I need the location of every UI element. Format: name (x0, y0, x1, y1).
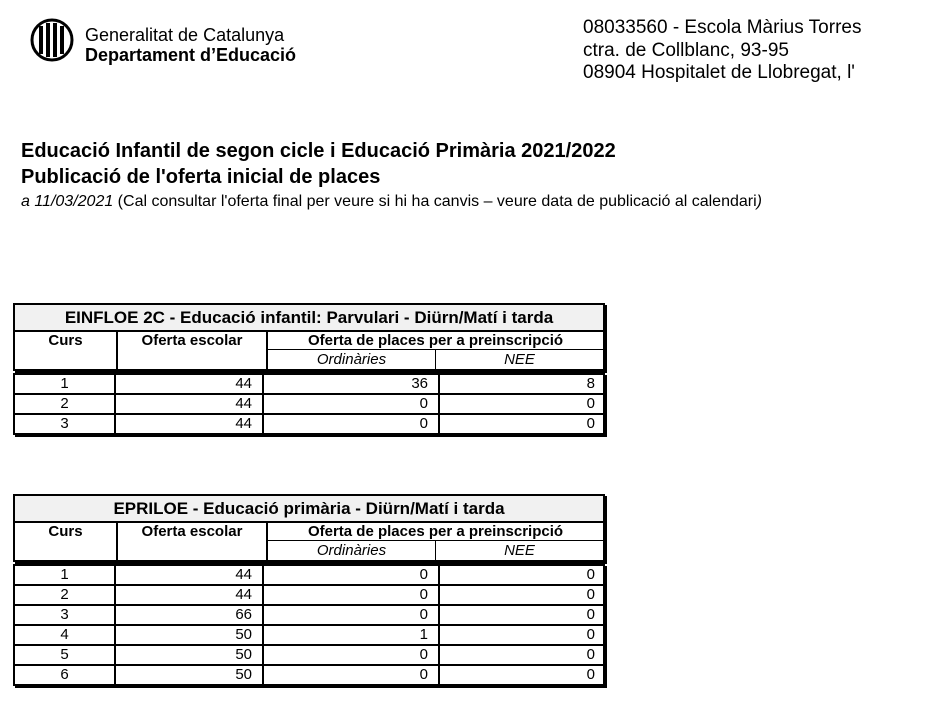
cell-ordinaries: 36 (264, 375, 440, 393)
table-body (13, 564, 605, 686)
col-places (268, 523, 603, 560)
note-open: ( (113, 193, 124, 210)
col-oferta: Oferta escolar (118, 523, 268, 560)
cell-curs: 1 (15, 375, 116, 393)
cell-ordinaries: 0 (264, 606, 440, 624)
column-headers (15, 332, 603, 369)
cell-oferta: 66 (116, 606, 264, 624)
table-row (15, 375, 603, 395)
cell-oferta: 50 (116, 646, 264, 664)
cell-ordinaries: 0 (264, 395, 440, 413)
table-row (15, 415, 603, 435)
cell-nee: 0 (586, 606, 595, 623)
table-row (15, 566, 603, 586)
org-name: Generalitat de Catalunya (85, 25, 285, 45)
col-nee: NEE (435, 541, 603, 560)
col-curs: Curs (15, 332, 118, 369)
publication-date: a 11/03/2021 (21, 193, 114, 210)
cell-nee: 0 (586, 646, 595, 663)
department-name: Departament d’Educació (85, 45, 297, 65)
cell-ordinaries: 0 (264, 415, 440, 433)
cell-nee: 0 (586, 586, 595, 603)
table-row (15, 395, 603, 415)
cell-nee: 0 (586, 626, 595, 643)
table-caption: EPRILOE - Educació primària - Diürn/Matí i tarda (15, 496, 603, 523)
col-places-label: Oferta de places per a preinscripció (307, 332, 564, 349)
cell-curs: 2 (15, 586, 116, 604)
col-places-sub (268, 540, 603, 560)
title-line-1: Educació Infantil de segon cicle i Educació Primària 2021/2022 (21, 140, 616, 162)
generalitat-logo-icon (30, 18, 74, 62)
col-curs: Curs (15, 523, 118, 560)
col-oferta: Oferta escolar (118, 332, 268, 369)
cell-ordinaries: 0 (264, 566, 440, 584)
cell-nee: 0 (586, 395, 595, 412)
cell-curs: 6 (15, 666, 116, 684)
table-header (13, 303, 605, 371)
cell-oferta: 44 (116, 566, 264, 584)
column-headers (15, 523, 603, 560)
cell-ordinaries: 1 (264, 626, 440, 644)
table-header (13, 494, 605, 562)
cell-curs: 3 (15, 415, 116, 433)
table-row (15, 646, 603, 666)
cell-curs: 2 (15, 395, 116, 413)
cell-oferta: 44 (116, 586, 264, 604)
note-close: ) (756, 193, 762, 210)
col-ordinaries: Ordinàries (316, 542, 387, 559)
cell-ordinaries: 0 (264, 586, 440, 604)
cell-ordinaries: 0 (264, 666, 440, 684)
organization-heading (85, 25, 296, 65)
cell-curs: 4 (15, 626, 116, 644)
offer-table-infantil (13, 303, 605, 435)
title-line-2: Publicació de l'oferta inicial de places (21, 166, 381, 188)
table-row (15, 586, 603, 606)
cell-curs: 1 (15, 566, 116, 584)
cell-curs: 3 (15, 606, 116, 624)
col-nee: NEE (435, 350, 603, 369)
school-name: 08033560 - Escola Màrius Torres (583, 17, 862, 38)
offer-table-primaria (13, 494, 605, 686)
cell-nee: 8 (586, 375, 595, 392)
cell-nee: 0 (586, 666, 595, 683)
cell-ordinaries: 0 (264, 646, 440, 664)
publication-note (21, 192, 762, 212)
cell-oferta: 50 (116, 666, 264, 684)
col-places-sub (268, 349, 603, 369)
cell-nee: 0 (586, 566, 595, 583)
cell-oferta: 50 (116, 626, 264, 644)
table-row (15, 626, 603, 646)
col-ordinaries: Ordinàries (316, 351, 387, 368)
cell-oferta: 44 (116, 375, 264, 393)
table-caption: EINFLOE 2C - Educació infantil: Parvulari - Diürn/Matí i tarda (15, 305, 603, 332)
school-city: 08904 Hospitalet de Llobregat, l' (583, 62, 855, 83)
school-info (583, 17, 861, 85)
col-places-label: Oferta de places per a preinscripció (307, 523, 564, 540)
table-row (15, 606, 603, 626)
note-text: Cal consultar l'oferta final per veure si hi ha canvis – veure data de publicació al calendari (123, 193, 757, 210)
cell-nee: 0 (586, 415, 595, 432)
cell-oferta: 44 (116, 415, 264, 433)
col-places (268, 332, 603, 369)
cell-oferta: 44 (116, 395, 264, 413)
table-body (13, 373, 605, 435)
page-title (21, 138, 616, 190)
school-address: ctra. de Collblanc, 93-95 (583, 39, 789, 61)
table-row (15, 666, 603, 686)
cell-curs: 5 (15, 646, 116, 664)
